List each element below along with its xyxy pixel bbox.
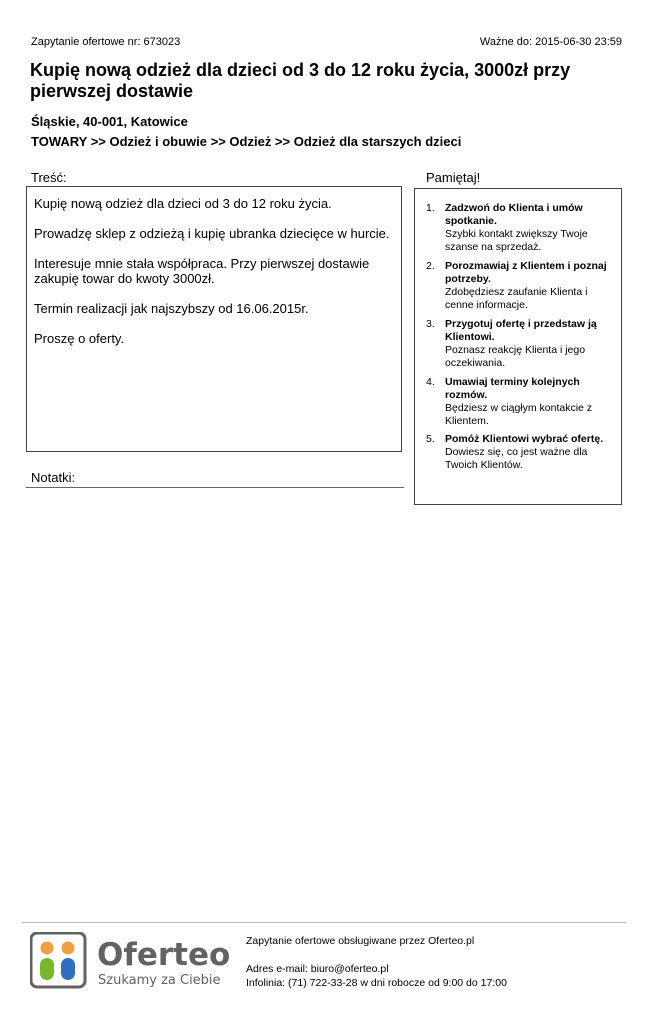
logo-head-orange — [62, 942, 75, 955]
footer-hotline: Infolinia: (71) 722-33-28 w dni robocze od 9:00 do 17:00 — [246, 977, 507, 989]
tip-number: 3. — [426, 318, 435, 330]
footer-divider — [22, 922, 626, 923]
logo-tagline: Szukamy za Ciebie — [98, 973, 221, 988]
notes-divider — [26, 487, 404, 488]
footer-service-line: Zapytanie ofertowe obsługiwane przez Oferteo.pl — [246, 935, 475, 947]
content-box — [26, 186, 402, 452]
logo-wordmark: Oferteo — [97, 937, 231, 973]
content-paragraph: Kupię nową odzież dla dzieci od 3 do 12 roku życia. — [34, 196, 332, 211]
tip-number: 1. — [426, 202, 435, 214]
tip-text: Będziesz w ciągłym kontakcie z Klientem. — [445, 402, 593, 427]
logo-body-blue — [61, 958, 75, 980]
logo-frame — [31, 933, 85, 987]
logo-head-orange — [41, 942, 54, 955]
content-paragraph: Proszę o oferty. — [34, 331, 125, 346]
tip-number: 2. — [426, 260, 435, 272]
page-title: Kupię nową odzież dla dzieci od 3 do 12 roku życia, 3000zł przy pierwszej dostawie — [30, 60, 571, 101]
tip-number: 5. — [426, 433, 435, 445]
tip-title: Przygotuj ofertę i przedstaw ją Klientowi. — [445, 318, 597, 343]
tip-title: Umawiaj terminy kolejnych rozmów. — [445, 376, 580, 401]
tips-label: Pamiętaj! — [426, 170, 481, 185]
category-breadcrumb: TOWARY >> Odzież i obuwie >> Odzież >> Odzież dla starszych dzieci — [31, 134, 462, 149]
tip-title: Zadzwoń do Klienta i umów spotkanie. — [445, 202, 583, 227]
oferteo-logo[interactable] — [30, 932, 235, 992]
logo-body-green — [40, 958, 54, 980]
tips-box — [414, 188, 622, 505]
tip-title: Porozmawiaj z Klientem i poznaj potrzeby. — [445, 260, 607, 285]
tip-number: 4. — [426, 376, 435, 388]
tip-text: Szybki kontakt zwiększy Twoje szanse na sprzedaż. — [445, 228, 588, 253]
tip-text: Zdobędziesz zaufanie Klienta i cenne informacje. — [445, 286, 588, 311]
content-paragraph: Interesuje mnie stała współpraca. Przy pierwszej dostawie zakupię towar do kwoty 3000zł. — [34, 256, 370, 286]
content-paragraph: Prowadzę sklep z odzieżą i kupię ubranka dziecięce w hurcie. — [34, 226, 390, 241]
valid-until-date: Ważne do: 2015-06-30 23:59 — [479, 36, 622, 48]
tip-title: Pomóż Klientowi wybrać ofertę. — [445, 433, 604, 445]
tip-text: Poznasz reakcję Klienta i jego oczekiwania. — [445, 344, 586, 369]
tip-text: Dowiesz się, co jest ważne dla Twoich Klientów. — [445, 446, 588, 471]
notes-label: Notatki: — [31, 470, 76, 485]
content-label: Treść: — [31, 170, 67, 185]
content-paragraph: Termin realizacji jak najszybszy od 16.06.2015r. — [34, 301, 309, 316]
location: Śląskie, 40-001, Katowice — [31, 114, 188, 129]
footer-info — [246, 934, 507, 990]
oferteo-logo-graphic — [30, 932, 235, 992]
footer-email[interactable]: Adres e-mail: biuro@oferteo.pl — [246, 963, 389, 975]
inquiry-number: Zapytanie ofertowe nr: 673023 — [31, 36, 181, 48]
